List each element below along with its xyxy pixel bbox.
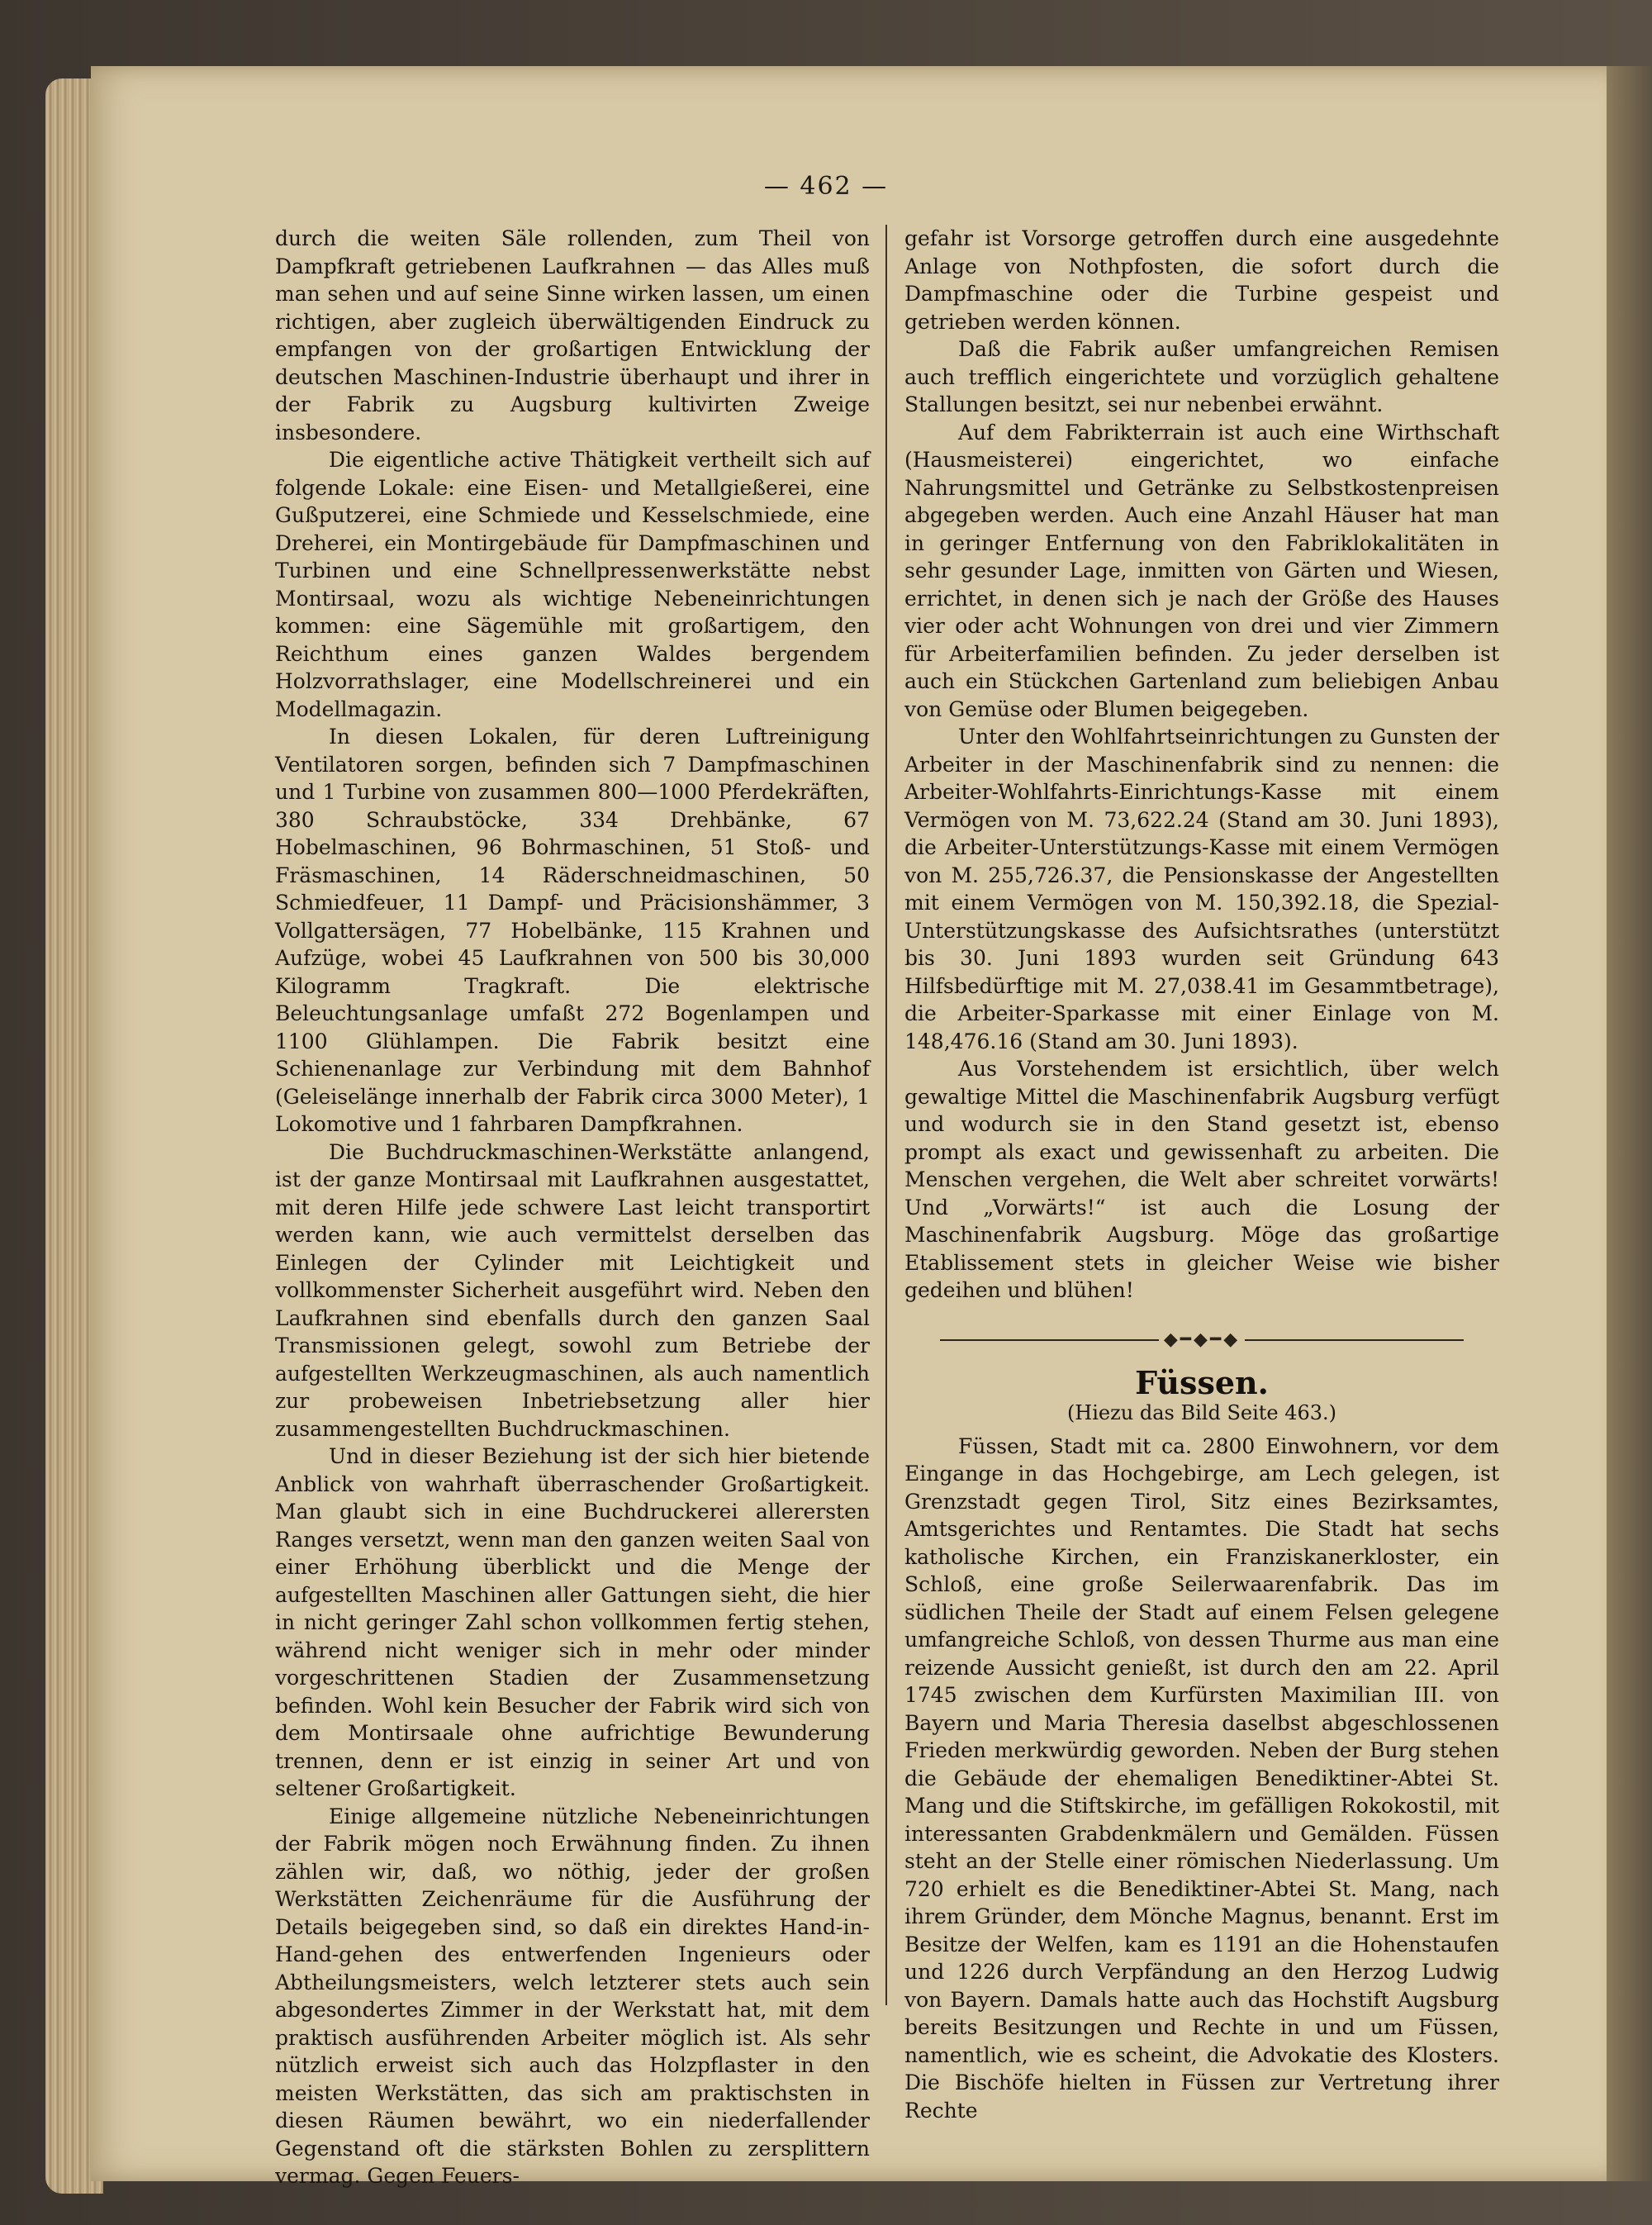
right-paragraph: Füssen, Stadt mit ca. 2800 Einwohnern, vor dem Eingange in das Hochgebirge, am Lech gelegen, ist Grenzstadt gegen Tirol, Sitz eines Bezirksamtes, Amtsgerichtes und Rentamtes. Die Stadt hat sechs katholische Kirchen, ein Franziskanerkloster, ein Schloß, eine große Seilerwaarenfabrik. Das im südlichen Theile der Stadt auf einem Felsen gelegene umfangreiche Schloß, von dessen Thurme aus man eine reizende Aussicht genießt, ist durch den am 22. April 1745 zwischen dem Kurfürsten Maximilian III. von Bayern und Maria Theresia daselbst abgeschlossenen Frieden merkwürdig geworden. Neben der Burg stehen die Gebäude der ehemaligen Benediktiner-Abtei St. Mang und die Stiftskirche, im gefälligen Rokokostil, mit interessanten Grabdenkmälern und Gemälden. Füssen steht an der Stelle einer römischen Niederlassung. Um 720 erhielt es die Benediktiner-Abtei St. Mang, nach ihrem Gründer, dem Mönche Magnus, benannt. Erst im Besitze der Welfen, kam es 1191 an die Hohenstaufen und 1226 durch Verpfändung an den Herzog Ludwig von Bayern. Damals hatte auch das Hochstift Augsburg bereits Besitzungen und Rechte in und um Füssen, namentlich, wie es scheint, die Advokatie des Klosters. Die Bischöfe hielten in Füssen zur Vertretung ihrer Rechte <box>904 1433 1499 2123</box>
left-paragraph: Und in dieser Beziehung ist der sich hier bietende Anblick von wahrhaft überraschender Großartigkeit. Man glaubt sich in eine Buchdruckerei allerersten Ranges versetzt, wenn man den ganzen weiten Saal von einer Erhöhung überblickt und die Menge der aufgestellten Maschinen aller Gattungen sieht, die hier in nicht geringer Zahl schon vollkommen fertig stehen, während nicht weniger sich in mehr oder minder vorgeschrittenen Stadien der Zusammensetzung befinden. Wohl kein Besucher der Fabrik wird sich von dem Montirsaale ohne aufrichtige Bewunderung trennen, denn er ist einzig in seiner Art und von seltener Großartigkeit. <box>275 1444 870 1800</box>
ornament-icon: ◆━◆━◆ <box>1163 1329 1241 1351</box>
right-paragraph: Unter den Wohlfahrtseinrichtungen zu Gunsten der Arbeiter in der Maschinenfabrik sind zu nennen: die Arbeiter-Wohlfahrts-Einrichtungs-Kasse mit einem Vermögen von M. 73,622.24 (Stand am 30. Juni 1893), die Arbeiter-Unterstützungs-Kasse mit einem Vermögen von M. 255,726.37, die Pensionskasse der Angestellten mit einem Vermögen von M. 150,392.18, die Spezial-Unterstützungskasse des Aufsichtsrathes (unterstützt bis 30. Juni 1893 wurden seit Gründung 643 Hilfsbedürftige mit M. 27,038.41 im Gesammtbetrage), die Arbeiter-Sparkasse mit einer Einlage von M. 148,476.16 (Stand am 30. Juni 1893). <box>904 725 1499 1053</box>
article-title: Füssen. <box>1135 1363 1269 1401</box>
article-subtitle: (Hiezu das Bild Seite 463.) <box>1066 1401 1337 1425</box>
page-number: — 462 — <box>763 172 889 201</box>
ornament-line-left <box>940 1339 1159 1341</box>
right-paragraph: Daß die Fabrik außer umfangreichen Remisen auch trefflich eingerichtete und vorzüglich gehaltene Stallungen besitzt, sei nur nebenbei erwähnt. <box>904 337 1499 416</box>
ornament-line-right <box>1245 1339 1464 1341</box>
left-paragraph: Einige allgemeine nützliche Nebeneinrichtungen der Fabrik mögen noch Erwähnung finden. Zu ihnen zählen wir, daß, wo nöthig, jeder der großen Werkstätten Zeichenräume für die Ausführung der Details beigegeben sind, so daß ein direktes Hand-in-Hand-gehen des entwerfenden Ingenieurs oder Abtheilungsmeisters, welch letzterer stets auch sein abgesondertes Zimmer in der Werkstatt hat, mit dem praktisch ausführenden Arbeiter möglich ist. Als sehr nützlich erweist sich auch das Holzpflaster in den meisten Werkstätten, das sich am praktischsten in diesen Räumen bewährt, wo ein niederfallender Gegenstand oft die stärksten Bohlen zu zersplittern vermag. Gegen Feuers- <box>275 1804 870 2188</box>
section-ornament-divider <box>904 1326 1499 1354</box>
left-paragraph: In diesen Lokalen, für deren Luftreinigung Ventilatoren sorgen, befinden sich 7 Dampfmaschinen und 1 Turbine von zusammen 800—1000 Pferdekräften, 380 Schraubstöcke, 334 Drehbänke, 67 Hobelmaschinen, 96 Bohrmaschinen, 51 Stoß- und Fräsmaschinen, 14 Räderschneidmaschinen, 50 Schmiedfeuer, 11 Dampf- und Präcisionshämmer, 3 Vollgattersägen, 77 Hobelbänke, 115 Krahnen und Aufzüge, wobei 45 Laufkrahnen von 500 bis 30,000 Kilogramm Tragkraft. Die elektrische Beleuchtungsanlage umfaßt 272 Bogenlampen und 1100 Glühlampen. Die Fabrik besitzt eine Schienenanlage zur Verbindung mit dem Bahnhof (Geleiselänge innerhalb der Fabrik circa 3000 Meter), 1 Lokomotive und 1 fahrbaren Dampfkrahnen. <box>275 725 870 1136</box>
right-paragraph: Auf dem Fabrikterrain ist auch eine Wirthschaft (Hausmeisterei) eingerichtet, wo einfache Nahrungsmittel und Getränke zu Selbstkostenpreisen abgegeben werden. Auch eine Anzahl Häuser hat man in geringer Entfernung von den Fabriklokalitäten in sehr gesunder Lage, inmitten von Gärten und Wiesen, errichtet, in denen sich je nach der Größe des Hauses vier oder acht Wohnungen von drei und vier Zimmern für Arbeiterfamilien befinden. Zu jeder derselben ist auch ein Stückchen Gartenland zum beliebigen Anbau von Gemüse oder Blumen beigegeben. <box>904 420 1499 721</box>
page-gutter-right <box>1607 66 1652 2181</box>
left-paragraph: Die eigentliche active Thätigkeit vertheilt sich auf folgende Lokale: eine Eisen- und Metallgießerei, eine Gußputzerei, eine Schmiede und Kesselschmiede, eine Dreherei, ein Montirgebäude für Dampfmaschinen und Turbinen und eine Schnellpressenwerkstätte nebst Montirsaal, wozu als wichtige Nebeneinrichtungen kommen: eine Sägemühle mit großartigem, den Reichthum eines ganzen Waldes bergendem Holzvorrathslager, eine Modellschreinerei und ein Modellmagazin. <box>275 448 870 721</box>
left-paragraph: durch die weiten Säle rollenden, zum Theil von Dampfkraft getriebenen Laufkrahnen — das Alles muß man sehen und auf seine Sinne wirken lassen, um einen richtigen, aber zugleich überwältigenden Eindruck zu empfangen von der großartigen Entwicklung der deutschen Maschinen-Industrie überhaupt und ihrer in der Fabrik zu Augsburg kultivirten Zweige insbesondere. <box>275 226 870 445</box>
left-column <box>275 225 870 2190</box>
column-divider <box>885 225 887 2005</box>
right-paragraph: gefahr ist Vorsorge getroffen durch eine ausgedehnte Anlage von Nothpfosten, die sofort durch die Dampfmaschine oder die Turbine gespeist und getrieben werden können. <box>904 226 1499 334</box>
right-paragraph: Aus Vorstehendem ist ersichtlich, über welch gewaltige Mittel die Maschinenfabrik Augsburg verfügt und wodurch sie in den Stand gesetzt ist, ebenso prompt als exact und gewissenhaft zu arbeiten. Die Menschen vergehen, die Welt aber schreitet vorwärts! Und „Vorwärts!“ ist auch die Losung der Maschinenfabrik Augsburg. Möge das großartige Etablissement stets in gleicher Weise wie bisher gedeihen und blühen! <box>904 1057 1499 1302</box>
right-column <box>904 225 1499 2124</box>
left-paragraph: Die Buchdruckmaschinen-Werkstätte anlangend, ist der ganze Montirsaal mit Laufkrahnen ausgestattet, mit deren Hilfe jede schwere Last leicht transportirt werden kann, wie auch vermittelst derselben das Einlegen der Cylinder mit Leichtigkeit und vollkommenster Sicherheit ausgeführt wird. Neben den Laufkrahnen sind ebenfalls durch den ganzen Saal Transmissionen gelegt, sowohl zum Betriebe der aufgestellten Werkzeugmaschinen, als auch namentlich zur probeweisen Inbetriebsetzung aller hier zusammengestellten Buchdruckmaschinen. <box>275 1139 870 1441</box>
